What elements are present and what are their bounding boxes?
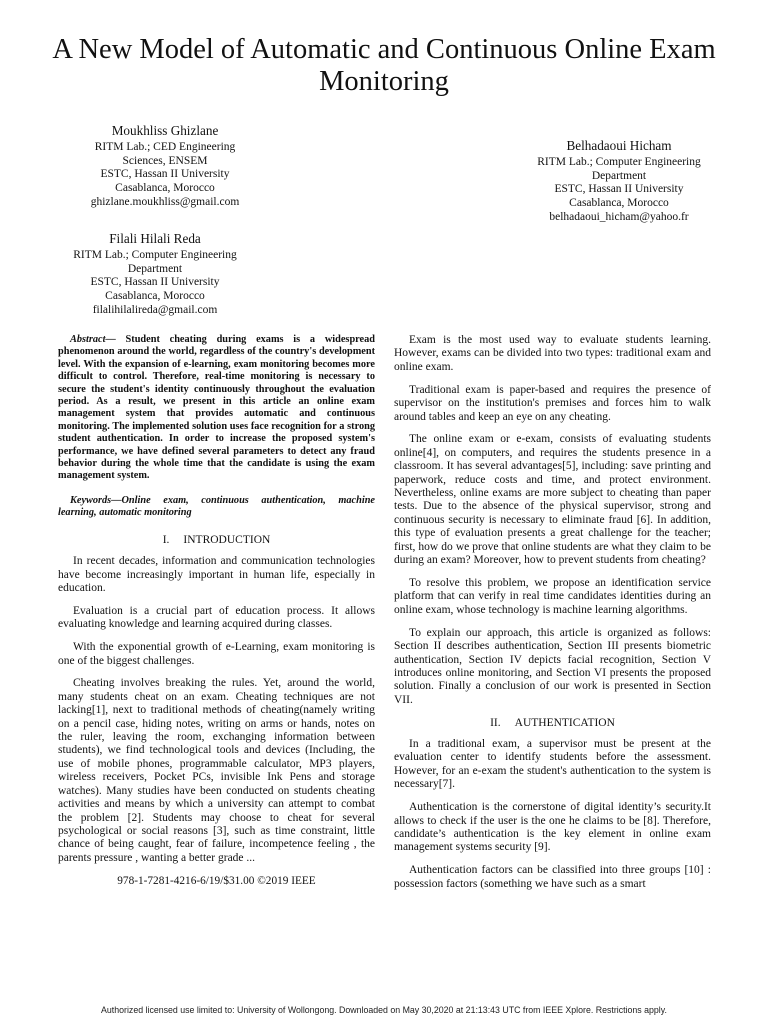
paragraph: Authentication is the cornerstone of digital identity’s security.It allows to check if the user is the one he claims to be [8]. Therefore, candidate’s authentication is the key element in online exam management systems security [9]. (394, 801, 711, 854)
author-affiliation-line: Casablanca, Morocco (569, 197, 669, 210)
author-email: filalihilalireda@gmail.com (92, 303, 218, 316)
paragraph: Cheating involves breaking the rules. Yet, around the world, many students cheat on an exam. Cheating techniques are not lacking[1], next to traditional methods of cheating(namely writing on a pencil case, hiding notes, writing on arms or hands, notes on the ruler, leaving the room, exchanging information between students), we find technological tools and devices (Including, the use of mobile phones, programmable calculator, MP3 players, wireless receivers, Pocket PCs, invisible Ink Pens and storage watches). Many studies have been conducted on students cheating activities and means by which a university can attempt to combat the problem [2]. Students may choose to cheat for several psychological or social reasons [3], such as time constraint, little chance of being caught, fear of failure, incompetence feeling , the parents pressure , wanting a better grade ... (58, 677, 375, 864)
author-affiliation-line: RITM Lab.; Computer Engineering (537, 156, 701, 168)
author-affiliation-line: RITM Lab.; Computer Engineering (73, 249, 237, 261)
section-number: II. (490, 716, 501, 729)
section-heading-introduction (58, 534, 375, 547)
paragraph: Traditional exam is paper-based and requires the presence of supervisor on the institution's premises and forces him to walk around tables and keep an eye on any cheating. (394, 383, 711, 423)
author-email: ghizlane.moukhliss@gmail.com (90, 195, 240, 208)
author-affiliation-line: ESTC, Hassan II University (90, 276, 220, 289)
right-column (394, 334, 711, 901)
author-email: belhadaoui_hicham@yahoo.fr (549, 210, 689, 223)
license-footer: Authorized licensed use limited to: University of Wollongong. Downloaded on May 30,2020 at 21:13:43 UTC from IEEE Xplore. Restrictions apply. (101, 1005, 667, 1015)
paragraph: To explain our approach, this article is organized as follows: Section II describes authentication, Section III presents biometric authentication, Section IV depicts facial recognition, Section V introduces online monitoring, and Section VI presents the proposed solution. Finally a conclusion of our work is presented in Section VII. (394, 626, 711, 706)
keywords: Keywords—Online exam, continuous authentication, machine learning, automatic monitoring (58, 494, 375, 519)
paragraph: Exam is the most used way to evaluate students learning. However, exams can be divided into two types: traditional exam and online exam. (394, 334, 711, 373)
abstract-label: Abstract— (70, 334, 116, 345)
author-affiliation-line: Casablanca, Morocco (115, 182, 215, 195)
author-affiliation-line: Sciences, ENSEM (122, 154, 208, 167)
author-block-2 (510, 138, 728, 225)
author-affiliation-line: Department (127, 262, 183, 275)
paragraph: With the exponential growth of e-Learning, exam monitoring is one of the biggest challenges. (58, 641, 375, 667)
section-title-initial: A (514, 716, 523, 729)
author-affiliation-line: Casablanca, Morocco (105, 290, 205, 303)
section-number: I. (162, 533, 170, 546)
author-block-1 (58, 123, 272, 210)
paragraph: Evaluation is a crucial part of education process. It allows evaluating knowledge and learning acquired during classes. (58, 604, 375, 631)
left-column (58, 334, 375, 888)
author-affiliation-line: ESTC, Hassan II University (100, 168, 230, 181)
author-name: Belhadaoui Hicham (566, 138, 672, 153)
author-block-3 (48, 231, 262, 318)
paragraph: The online exam or e-exam, consists of evaluating students online[4], on computers, and requires the students presence in a classroom. It has several advantages[5], including: save printing and paperwork, reduce costs and time, and protect environment. Nevertheless, online exams are more subject to cheating than paper tests. Due to the absence of the physical supervisor, strong and continuous security is necessary to eliminate fraud [6]. In addition, this type of evaluation presents a great challenge for the teacher; first, how do we prove that online students are what they claim to be during an exam? Moreover, how to prevent students from cheating? (394, 433, 711, 567)
author-affiliation-line: ESTC, Hassan II University (554, 183, 684, 196)
abstract-text: Student cheating during exams is a widespread phenomenon around the world, regardless of the country's development level. With the expansion of e-learning, exam monitoring becomes more difficult to control. Therefore, real-time monitoring is necessary to secure the student's identity continuously throughout the evaluation period. As a result, we present in this article an online exam management system that provides automatic and continuous monitoring. The implemented solution uses face recognition for a strong student authentication. In order to increase the proposed system's performance, we have defined several parameters to detect any fraud behavior during the whole time that the candidate is using the exam management system. (58, 334, 375, 482)
paragraph: To resolve this problem, we propose an identification service platform that can verify in real time candidates identities during an online exam, whose technology is machine learning algorithms. (394, 577, 711, 616)
section-title-rest: NTRODUCTION (187, 533, 271, 546)
paragraph: In recent decades, information and communication technologies have become increasingly important in human life, especially in education. (58, 555, 375, 594)
copyright-notice: 978-1-7281-4216-6/19/$31.00 ©2019 IEEE (117, 874, 316, 887)
section-heading-authentication (394, 717, 711, 730)
author-name: Filali Hilali Reda (109, 231, 201, 246)
author-affiliation-line: Department (591, 169, 647, 182)
paragraph: In a traditional exam, a supervisor must be present at the evaluation center to identify students before the assessment. However, for an e-exam the student's authentication to the system is necessary[7]. (394, 738, 711, 791)
abstract (58, 334, 375, 483)
paragraph: Authentication factors can be classified into three groups [10] : possession factors (something we have such as a smart (394, 864, 711, 890)
author-affiliation-line: RITM Lab.; CED Engineering (94, 141, 236, 153)
section-title-rest: UTHENTICATION (522, 716, 615, 729)
section-title-initial: I (183, 533, 188, 546)
paper-title: A New Model of Automatic and Continuous Online Exam Monitoring (52, 34, 716, 97)
author-name: Moukhliss Ghizlane (111, 123, 219, 138)
